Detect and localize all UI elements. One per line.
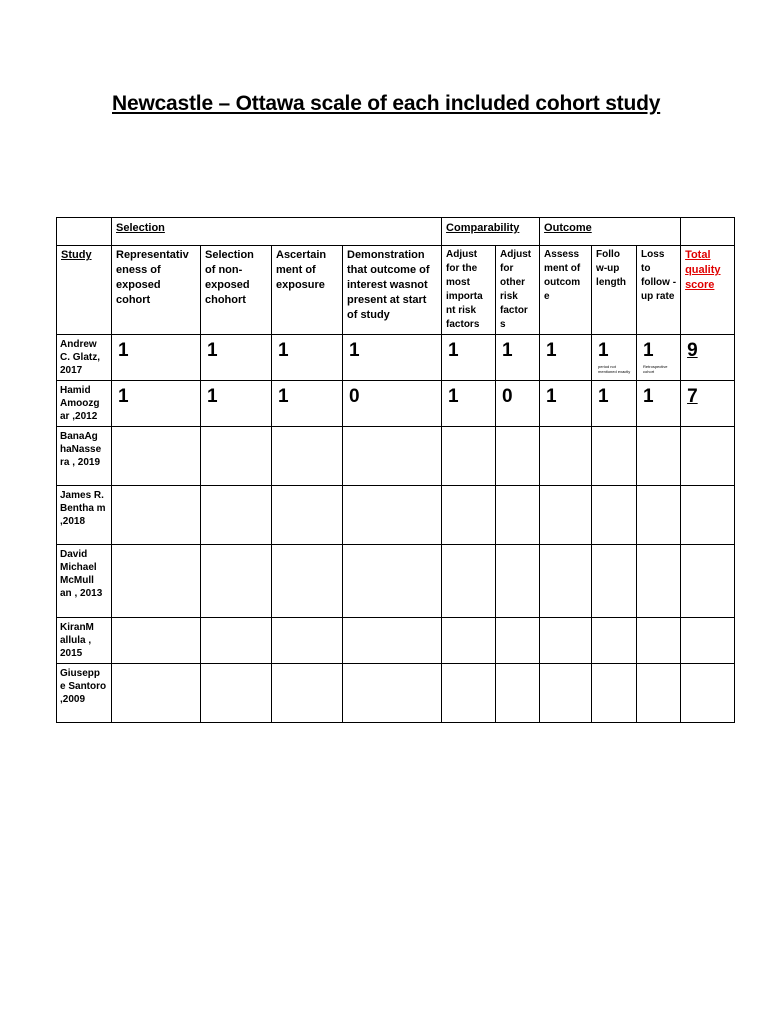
empty-cell <box>272 427 343 486</box>
group-outcome: Outcome <box>540 218 681 246</box>
header-selection-non-exposed: Selection of non-exposed chohort <box>201 246 272 335</box>
total-score: 7 <box>681 381 735 427</box>
empty-cell <box>540 486 592 545</box>
group-comparability: Comparability <box>442 218 540 246</box>
empty-cell <box>112 427 201 486</box>
score-cell: 1 <box>201 381 272 427</box>
study-name: KiranM allula , 2015 <box>57 618 112 664</box>
study-name: James R. Bentha m ,2018 <box>57 486 112 545</box>
header-loss-follow-up: Loss to follow -up rate <box>637 246 681 335</box>
header-study: Study <box>57 246 112 335</box>
empty-cell <box>496 664 540 723</box>
table-row <box>57 381 735 427</box>
group-selection: Selection <box>112 218 442 246</box>
score-cell: 1 <box>201 335 272 381</box>
empty-cell <box>496 545 540 618</box>
header-demonstration: Demonstration that outcome of interest wasnot present at start of study <box>343 246 442 335</box>
empty-cell <box>442 427 496 486</box>
score-cell: 1 <box>540 381 592 427</box>
empty-cell <box>272 664 343 723</box>
empty-cell <box>343 664 442 723</box>
empty-cell <box>540 427 592 486</box>
empty-cell <box>112 486 201 545</box>
study-name: Hamid Amoozg ar ,2012 <box>57 381 112 427</box>
empty-cell <box>592 664 637 723</box>
score-cell: 1 <box>343 335 442 381</box>
empty-cell <box>681 486 735 545</box>
empty-cell <box>681 427 735 486</box>
empty-cell <box>442 664 496 723</box>
empty-cell <box>592 427 637 486</box>
empty-cell <box>343 618 442 664</box>
table-row <box>57 545 735 618</box>
empty-cell <box>112 545 201 618</box>
empty-cell <box>57 218 112 246</box>
header-representativeness: Representativ eness of exposed cohort <box>112 246 201 335</box>
empty-cell <box>112 664 201 723</box>
header-assessment-outcome: Assess ment of outcom e <box>540 246 592 335</box>
empty-cell <box>637 664 681 723</box>
empty-cell <box>442 486 496 545</box>
empty-cell <box>272 486 343 545</box>
score-cell: 1 <box>112 335 201 381</box>
empty-cell <box>272 545 343 618</box>
column-header-row <box>57 246 735 335</box>
header-follow-up-length: Follo w-up length <box>592 246 637 335</box>
footnote: Retrospective cohort <box>643 364 668 374</box>
empty-cell <box>637 427 681 486</box>
empty-cell <box>201 427 272 486</box>
empty-cell <box>681 218 735 246</box>
empty-cell <box>681 545 735 618</box>
empty-cell <box>637 486 681 545</box>
empty-cell <box>681 664 735 723</box>
group-header-row <box>57 218 735 246</box>
empty-cell <box>592 486 637 545</box>
empty-cell <box>637 618 681 664</box>
empty-cell <box>201 664 272 723</box>
study-name: BanaAg haNasse ra , 2019 <box>57 427 112 486</box>
table-row <box>57 427 735 486</box>
empty-cell <box>637 545 681 618</box>
score-cell: 1 <box>442 381 496 427</box>
newcastle-ottawa-table <box>56 217 735 723</box>
empty-cell <box>112 618 201 664</box>
score-value: 1 <box>598 340 609 361</box>
empty-cell <box>442 545 496 618</box>
score-value: 1 <box>643 340 654 361</box>
empty-cell <box>442 618 496 664</box>
empty-cell <box>201 486 272 545</box>
empty-cell <box>496 618 540 664</box>
score-cell: 1 <box>442 335 496 381</box>
page-title: Newcastle – Ottawa scale of each included cohort study <box>112 92 661 115</box>
study-name: David Michael McMull an , 2013 <box>57 545 112 618</box>
score-cell: 0 <box>343 381 442 427</box>
table-row <box>57 664 735 723</box>
empty-cell <box>201 618 272 664</box>
header-total-quality-score: Total quality score <box>681 246 735 335</box>
table-row <box>57 486 735 545</box>
empty-cell <box>343 486 442 545</box>
score-cell: 0 <box>496 381 540 427</box>
score-cell: 1 <box>540 335 592 381</box>
empty-cell <box>343 427 442 486</box>
score-cell: 1 <box>112 381 201 427</box>
study-name: Andrew C. Glatz, 2017 <box>57 335 112 381</box>
header-adjust-most-important: Adjust for the most importa nt risk factors <box>442 246 496 335</box>
empty-cell <box>540 618 592 664</box>
total-score: 9 <box>681 335 735 381</box>
empty-cell <box>496 486 540 545</box>
empty-cell <box>681 618 735 664</box>
footnote: period not mentioned exactly <box>598 364 631 374</box>
score-cell: 1 <box>272 335 343 381</box>
empty-cell <box>201 545 272 618</box>
score-cell: 1 <box>592 381 637 427</box>
empty-cell <box>592 618 637 664</box>
empty-cell <box>343 545 442 618</box>
empty-cell <box>540 545 592 618</box>
header-adjust-other: Adjust for other risk factor s <box>496 246 540 335</box>
empty-cell <box>272 618 343 664</box>
study-name: Giusepp e Santoro ,2009 <box>57 664 112 723</box>
table-row <box>57 335 735 381</box>
table-row <box>57 618 735 664</box>
empty-cell <box>540 664 592 723</box>
score-cell: 1 <box>496 335 540 381</box>
score-cell: 1 <box>272 381 343 427</box>
score-cell: 1 <box>637 381 681 427</box>
empty-cell <box>496 427 540 486</box>
empty-cell <box>592 545 637 618</box>
score-cell-loss <box>637 335 681 381</box>
header-ascertainment: Ascertain ment of exposure <box>272 246 343 335</box>
score-cell-follow-up <box>592 335 637 381</box>
